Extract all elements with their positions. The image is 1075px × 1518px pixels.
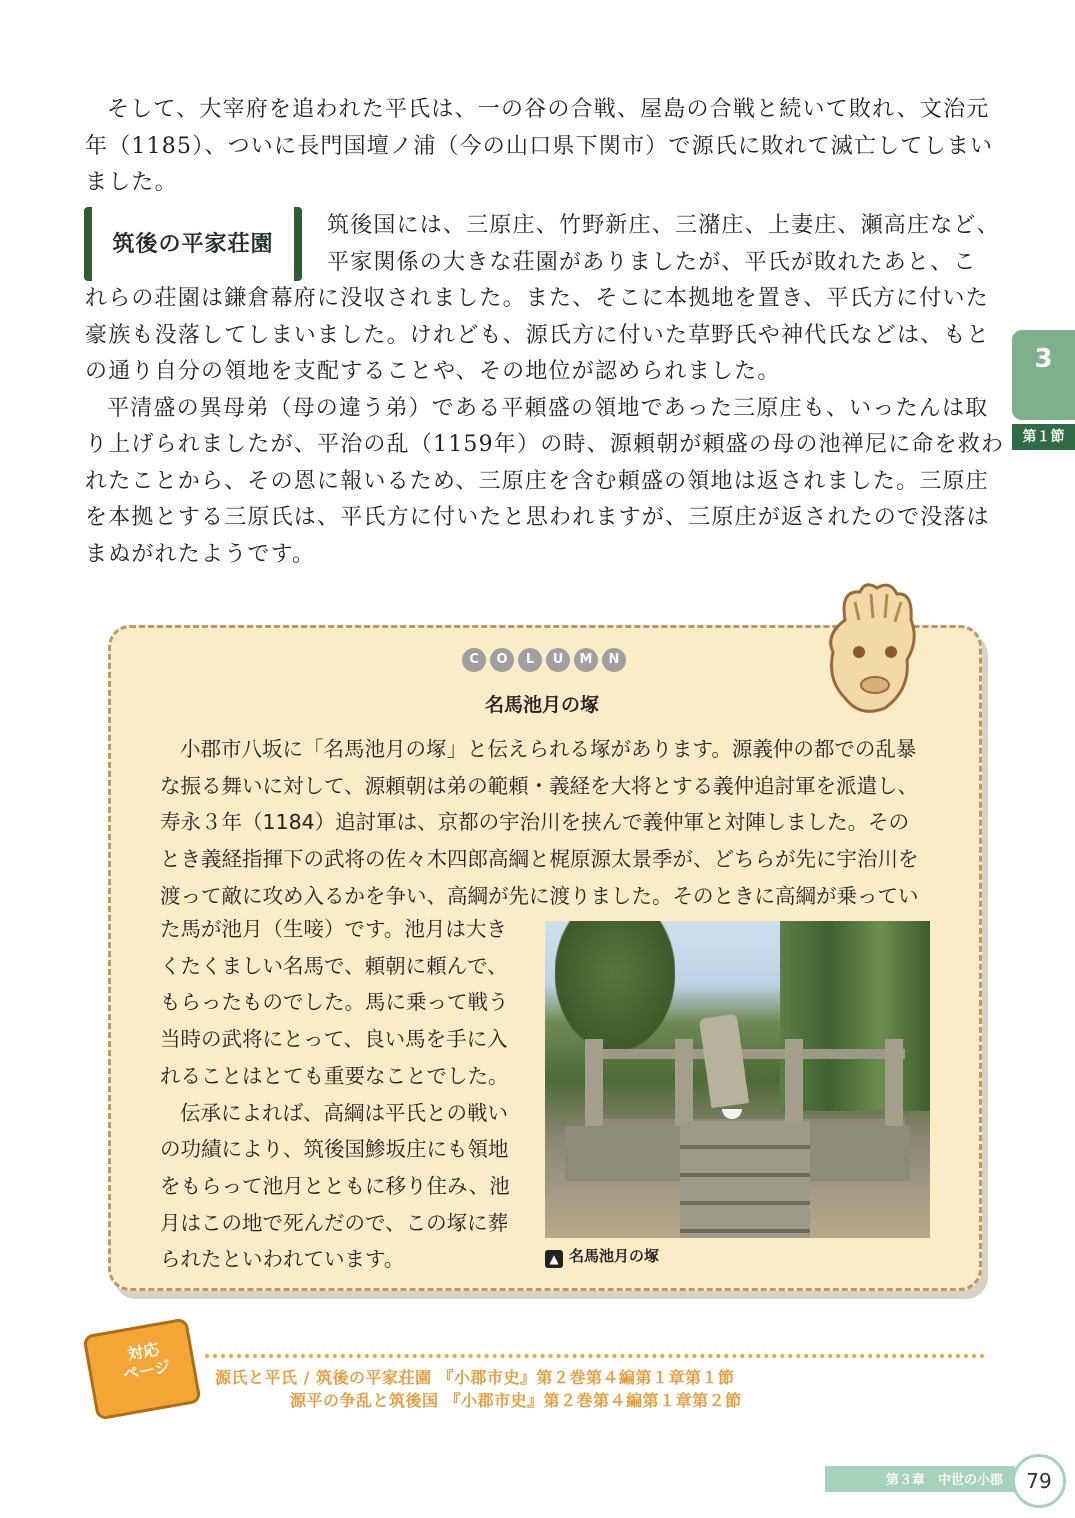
- intro-line: そして、大宰府を追われた平氏は、一の谷の合戦、屋島の合戦と続いて敗れ、文治元: [107, 97, 990, 122]
- column-line: もらったものでした。馬に乗って戦う: [160, 990, 509, 1015]
- section-label: 第１節: [1022, 429, 1065, 445]
- column-title: 名馬池月の塚: [484, 694, 599, 716]
- column-line: くたくましい名馬で、頼朝に頼んで、: [160, 953, 508, 978]
- chapter-tab: [1012, 330, 1075, 420]
- section-line: の通り自分の領地を支配することや、その地位が認められました。: [85, 359, 781, 384]
- section-heading: 筑後の平家荘園: [112, 232, 274, 257]
- section-line: 豪族も没落してしまいました。けれども、源氏方に付いた草野氏や神代氏などは、もと: [85, 322, 990, 348]
- badge-letter: U: [546, 648, 570, 672]
- intro-line: 年（1185）、ついに長門国壇ノ浦（今の山口県下関市）で源氏に敗れて滅亡してしまい: [85, 133, 994, 159]
- reference-line: 源氏と平氏 / 筑後の平家荘園 『小郡市史』第２巻第４編第１章第１節: [215, 1368, 735, 1387]
- column-line: 小郡市八坂に「名馬池月の塚」と伝えられる塚があります。源義仲の都での乱暴: [180, 737, 917, 761]
- badge-letter: N: [602, 648, 626, 672]
- caption-text: 名馬池月の塚: [569, 1247, 660, 1265]
- chapter-number: 3: [1034, 344, 1053, 374]
- page-number: 79: [1026, 1469, 1052, 1493]
- footer-chapter-label: 第３章 中世の小郡: [885, 1473, 1003, 1488]
- column-text-full: [160, 731, 919, 915]
- badge-letter: M: [574, 648, 598, 672]
- column-line: 当時の武将にとって、良い馬を手に入: [160, 1027, 508, 1052]
- up-arrow-icon: ▲: [545, 1250, 563, 1268]
- badge-letter: C: [462, 648, 486, 672]
- reference-line: 源平の争乱と筑後国 『小郡市史』第２巻第４編第１章第２節: [290, 1391, 742, 1410]
- column-text-narrow: [160, 911, 510, 1278]
- column-line: られたといわれています。: [160, 1247, 405, 1272]
- column-line: 伝承によれば、高綱は平氏との戦い: [180, 1100, 508, 1125]
- footer-chapter-bar: [825, 1466, 1015, 1492]
- intro-paragraph: [85, 92, 994, 202]
- badge-letter: O: [490, 648, 514, 672]
- column-line: 渡って敵に攻め入るかを争い、高綱が先に渡りました。そのときに高綱が乗ってい: [160, 883, 919, 908]
- column-line: とき義経指揮下の武将の佐々木四郎高綱と梶原源太景季が、どちらが先に宇治川を: [160, 847, 919, 872]
- intro-line: ました。: [85, 170, 178, 195]
- page-number-badge: [1012, 1454, 1066, 1508]
- section-line: 筑後国には、三原庄、竹野新庄、三潴庄、上妻庄、瀬高庄など、: [327, 213, 1000, 238]
- reference-book-icon: [83, 1320, 195, 1420]
- section-line: れらの荘園は鎌倉幕府に没収されました。また、そこに本拠地を置き、平氏方に付いた: [85, 286, 989, 311]
- section-paragraph-cont: [85, 281, 1005, 573]
- monument-photo: [545, 921, 930, 1238]
- column-line: の功績により、筑後国鯵坂庄にも領地: [160, 1137, 509, 1162]
- section-line: 平清盛の異母弟（母の違う弟）である平頼盛の領地であった三原庄も、いったんは取: [107, 395, 989, 421]
- column-badge: [462, 648, 632, 674]
- section-line: を本拠とする三原氏は、平氏方に付いたと思われますが、三原庄が返されたので没落は: [85, 505, 990, 530]
- reference-label: 対応 ページ: [121, 1339, 172, 1384]
- column-line: た馬が池月（生唼）です。池月は大き: [160, 917, 507, 941]
- column-line: 月はこの地で死んだので、この塚に葬: [160, 1210, 509, 1235]
- section-line: れたことから、その恩に報いるため、三原庄を含む頼盛の領地は返されました。三原庄: [85, 468, 989, 494]
- section-line: 平家関係の大きな荘園がありましたが、平氏が敗れたあと、こ: [327, 249, 977, 275]
- badge-letter: L: [518, 648, 542, 672]
- reference-divider: [205, 1354, 985, 1358]
- column-line: れることはとても重要なことでした。: [160, 1063, 509, 1088]
- section-line: り上げられましたが、平治の乱（1159年）の時、源頼朝が頼盛の母の池禅尼に命を救わ: [85, 432, 1005, 457]
- photo-caption: [545, 1245, 659, 1268]
- section-paragraph: [327, 208, 1000, 281]
- column-line: をもらって池月とともに移り住み、池: [160, 1173, 510, 1198]
- section-line: まぬがれたようです。: [85, 541, 316, 567]
- section-heading-box: [84, 207, 302, 281]
- column-line: 寿永３年（1184）追討軍は、京都の宇治川を挟んで義仲軍と対陣しました。その: [160, 810, 910, 835]
- section-tab: [1012, 424, 1075, 450]
- column-line: な振る舞いに対して、源頼朝は弟の範頼・義経を大将とする義仲追討軍を派遣し、: [160, 773, 919, 798]
